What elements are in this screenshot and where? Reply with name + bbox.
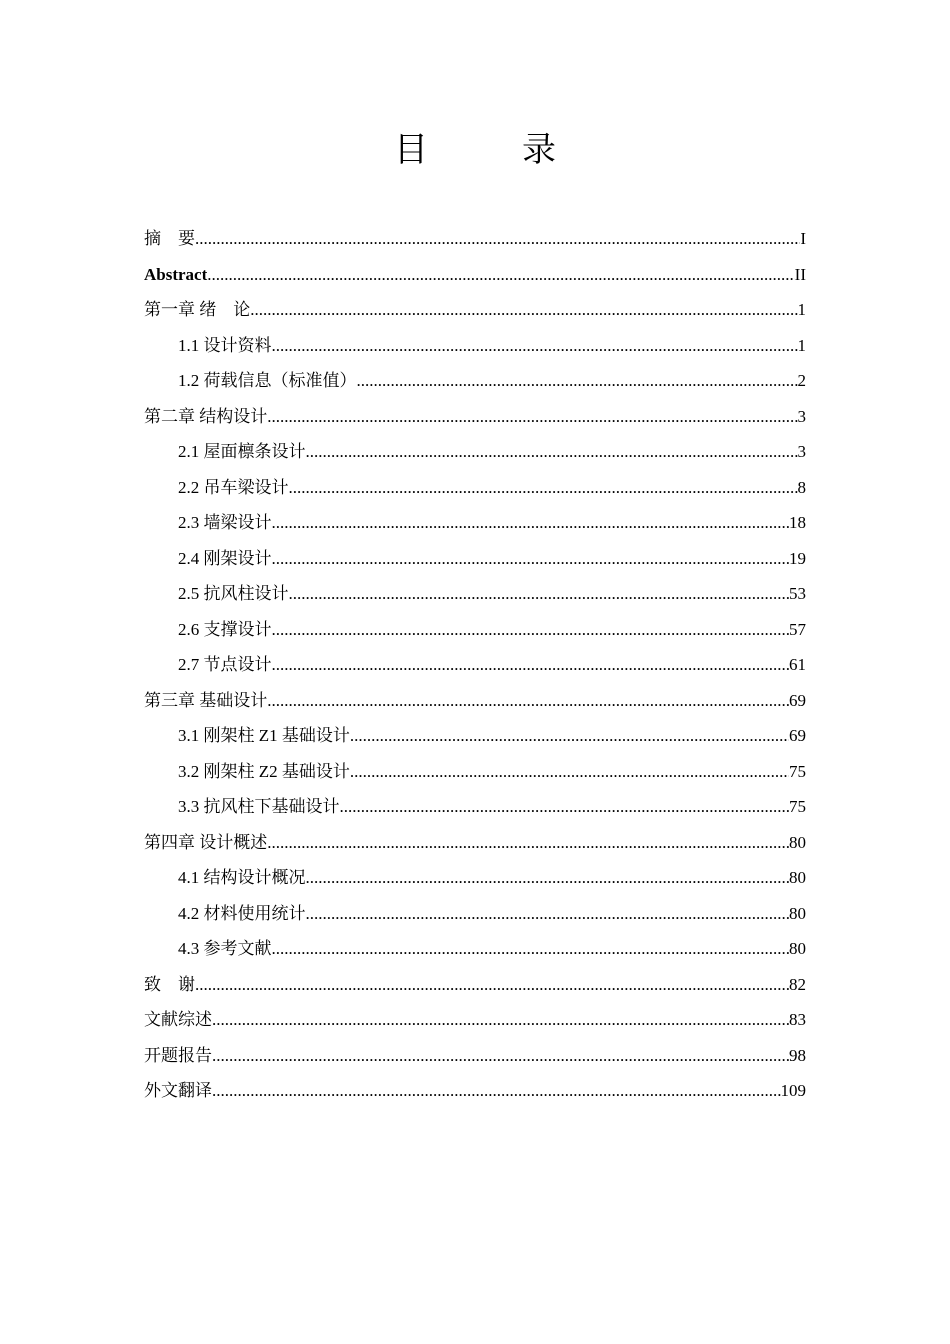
toc-entry-page-number: 1: [797, 300, 806, 319]
toc-entry-label: 开题报告: [144, 1045, 212, 1065]
toc-entry[interactable]: [144, 967, 806, 1003]
toc-entry[interactable]: [144, 470, 806, 506]
toc-entry-page-number: 80: [789, 868, 806, 887]
toc-entry[interactable]: [144, 434, 806, 470]
toc-entry[interactable]: [144, 1038, 806, 1074]
toc-entry-label: 2.2 吊车梁设计: [178, 477, 289, 497]
toc-entry-page-number: 109: [780, 1081, 806, 1100]
toc-entry[interactable]: [144, 1073, 806, 1109]
toc-entry-page-number: 82: [789, 974, 806, 994]
toc-entry-page-number: 80: [789, 903, 806, 923]
toc-entry-page-number: 57: [789, 619, 806, 639]
toc-leader-dots: [272, 612, 790, 648]
toc-entry-label: 2.6 支撑设计: [178, 619, 272, 639]
toc-leader-dots: [212, 1002, 789, 1038]
toc-leader-dots: [272, 541, 790, 577]
toc-entry[interactable]: [144, 505, 806, 541]
toc-leader-dots: [306, 434, 798, 470]
toc-entry[interactable]: [144, 860, 806, 896]
toc-entry-page-number: I: [800, 229, 806, 248]
toc-leader-dots: [357, 363, 798, 399]
toc-entry-label: Abstract: [144, 264, 208, 284]
toc-entry-label: 第二章 结构设计: [144, 406, 268, 426]
toc-entry-label: 4.2 材料使用统计: [178, 903, 306, 923]
toc-entry-label: 第三章 基础设计: [144, 690, 268, 710]
toc-leader-dots: [212, 1038, 789, 1074]
toc-leader-dots: [272, 328, 798, 364]
toc-entry-page-number: 19: [789, 548, 806, 568]
toc-entry-page-number: 83: [789, 1010, 806, 1029]
toc-entry-page-number: 3: [797, 406, 806, 426]
toc-entry-page-number: 75: [789, 797, 806, 816]
toc-leader-dots: [272, 931, 790, 967]
toc-leader-dots: [267, 399, 797, 435]
toc-entry[interactable]: [144, 754, 806, 790]
toc-leader-dots: [272, 505, 790, 541]
toc-entry-label: 4.1 结构设计概况: [178, 868, 306, 887]
toc-entry[interactable]: [144, 647, 806, 683]
toc-leader-dots: [289, 576, 790, 612]
toc-entry-label: 致 谢: [144, 974, 195, 994]
toc-entry-page-number: 61: [789, 655, 806, 674]
toc-entry-page-number: 75: [789, 761, 806, 781]
toc-leader-dots: [306, 896, 790, 932]
toc-entry-page-number: 80: [789, 832, 806, 852]
toc-entry-label: 2.5 抗风柱设计: [178, 584, 289, 603]
toc-entry-page-number: 3: [797, 442, 806, 461]
toc-entry-label: 第四章 设计概述: [144, 832, 268, 852]
toc-entry-label: 摘 要: [144, 229, 195, 248]
toc-entry-page-number: 8: [797, 477, 806, 497]
toc-leader-dots: [212, 1073, 781, 1109]
toc-entry-page-number: 69: [789, 690, 806, 710]
toc-leader-dots: [350, 754, 789, 790]
toc-entry[interactable]: [144, 576, 806, 612]
toc-leader-dots: [267, 825, 789, 861]
table-of-contents: [144, 221, 806, 1109]
toc-entry[interactable]: [144, 399, 806, 435]
toc-entry-page-number: 18: [789, 513, 806, 532]
toc-entry-label: 2.4 刚架设计: [178, 548, 272, 568]
toc-entry-page-number: 1: [797, 335, 806, 355]
toc-entry[interactable]: [144, 683, 806, 719]
toc-entry[interactable]: [144, 718, 806, 754]
toc-entry[interactable]: [144, 257, 806, 293]
toc-leader-dots: [306, 860, 790, 896]
toc-entry-label: 1.2 荷载信息（标准值）: [178, 371, 357, 390]
toc-entry[interactable]: [144, 1002, 806, 1038]
toc-entry[interactable]: [144, 363, 806, 399]
toc-entry[interactable]: [144, 789, 806, 825]
toc-leader-dots: [195, 221, 800, 257]
page-title: 目 录: [394, 130, 586, 170]
toc-entry-page-number: II: [794, 264, 806, 284]
toc-leader-dots: [250, 292, 797, 328]
toc-entry-page-number: 98: [789, 1045, 806, 1065]
toc-entry[interactable]: [144, 541, 806, 577]
toc-entry[interactable]: [144, 931, 806, 967]
toc-leader-dots: [207, 257, 794, 293]
toc-entry-label: 2.1 屋面檩条设计: [178, 442, 306, 461]
toc-entry-label: 第一章 绪 论: [144, 300, 251, 319]
toc-leader-dots: [272, 647, 790, 683]
toc-leader-dots: [340, 789, 790, 825]
toc-entry[interactable]: [144, 896, 806, 932]
toc-entry-page-number: 53: [789, 584, 806, 603]
toc-entry-label: 文献综述: [144, 1010, 212, 1029]
toc-entry[interactable]: [144, 825, 806, 861]
toc-entry[interactable]: [144, 221, 806, 257]
toc-leader-dots: [289, 470, 798, 506]
toc-entry-label: 2.7 节点设计: [178, 655, 272, 674]
toc-entry[interactable]: [144, 328, 806, 364]
toc-entry-page-number: 69: [789, 726, 806, 745]
toc-entry-label: 3.2 刚架柱 Z2 基础设计: [178, 761, 350, 781]
toc-entry-label: 4.3 参考文献: [178, 939, 272, 958]
toc-entry[interactable]: [144, 612, 806, 648]
toc-entry-label: 1.1 设计资料: [178, 335, 272, 355]
toc-entry-label: 2.3 墙梁设计: [178, 513, 272, 532]
toc-leader-dots: [195, 967, 789, 1003]
toc-leader-dots: [350, 718, 789, 754]
toc-entry-label: 3.3 抗风柱下基础设计: [178, 797, 340, 816]
toc-entry-page-number: 2: [797, 371, 806, 390]
toc-entry[interactable]: [144, 292, 806, 328]
toc-entry-label: 外文翻译: [144, 1081, 212, 1100]
toc-leader-dots: [267, 683, 789, 719]
toc-entry-label: 3.1 刚架柱 Z1 基础设计: [178, 726, 350, 745]
toc-entry-page-number: 80: [789, 939, 806, 958]
